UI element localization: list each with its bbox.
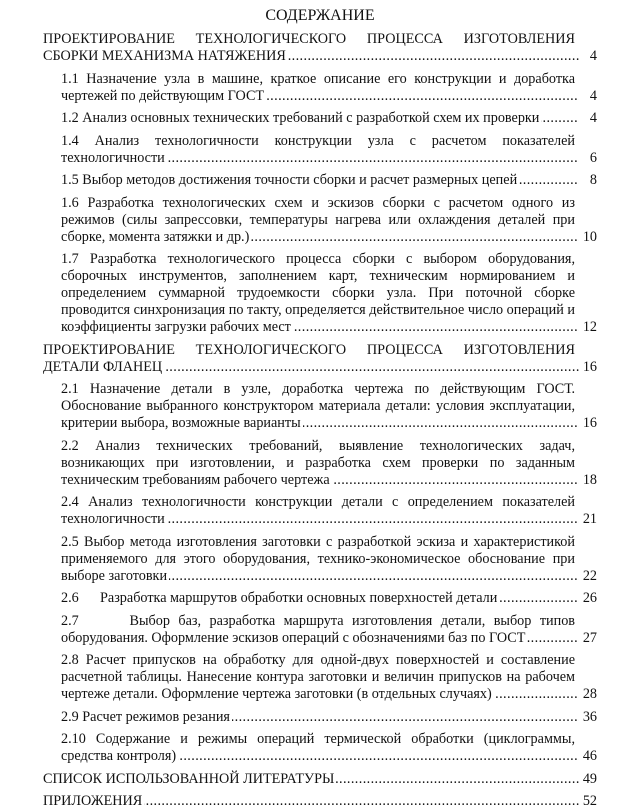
toc-page-number: 6 <box>589 149 597 166</box>
toc-entry-text: 2.2 Анализ технических требований, выявление технологических задач, возникающих при изготовлении, и разработка схем проверки по заданным техническим требованиям рабочего чертежа <box>61 437 575 488</box>
table-of-contents <box>43 31 597 810</box>
toc-section-entry[interactable] <box>43 342 597 376</box>
toc-subsection-entry[interactable] <box>61 590 597 607</box>
toc-subsection-entry[interactable] <box>61 133 597 167</box>
toc-subsection-entry[interactable] <box>61 438 597 489</box>
toc-section-entry[interactable] <box>43 793 597 810</box>
toc-subsection-entry[interactable] <box>61 381 597 432</box>
toc-entry-text: ПРОЕКТИРОВАНИЕ ТЕХНОЛОГИЧЕСКОГО ПРОЦЕССА ИЗГОТОВЛЕНИЯ СБОРКИ МЕХАНИЗМА НАТЯЖЕНИЯ <box>43 31 575 64</box>
toc-entry-text: 2.10 Содержание и режимы операций термической обработки (циклограммы, средства контроля) <box>61 731 575 764</box>
toc-entry-text: 1.6 Разработка технологических схем и эскизов сборки с расчетом одного из режимов (силы запрессовки, температуры нагрева или охлаждения деталей при сборке, момента затяжки и др.) <box>61 194 575 245</box>
toc-subsection-entry[interactable] <box>61 71 597 105</box>
toc-subsection-entry[interactable] <box>61 110 597 127</box>
toc-page-number: 10 <box>582 228 597 245</box>
toc-page-number: 16 <box>582 358 597 375</box>
toc-page-number: 16 <box>582 415 597 431</box>
toc-entry-text: 2.6 Разработка маршрутов обработки основных поверхностей детали <box>61 590 498 606</box>
toc-entry-text: 2.8 Расчет припусков на обработку для одной-двух поверхностей и составление расчетной таблицы. Нанесение контура заготовки и величин припусков на рабочем чертеже детали. Оформление чертежа заготовки (в отдельных случаях) <box>61 652 575 702</box>
toc-subsection-entry[interactable] <box>61 494 597 528</box>
toc-entry-text: 2.4 Анализ технологичности конструкции детали с определением показателей технологичности <box>61 494 575 527</box>
toc-title: СОДЕРЖАНИЕ <box>265 7 375 24</box>
toc-page-number: 46 <box>582 748 597 764</box>
toc-page-number: 8 <box>589 172 597 188</box>
toc-page-number: 22 <box>582 567 597 584</box>
toc-entry-text: 1.2 Анализ основных технических требований с разработкой схем их проверки <box>61 110 540 126</box>
toc-page-number: 4 <box>589 110 597 126</box>
toc-subsection-entry[interactable] <box>61 251 597 336</box>
toc-page-number: 12 <box>582 319 597 335</box>
toc-entry-text: 2.9 Расчет режимов резания <box>61 708 230 725</box>
toc-subsection-entry[interactable] <box>61 534 597 585</box>
toc-subsection-entry[interactable] <box>61 195 597 246</box>
toc-entry-text: 2.5 Выбор метода изготовления заготовки с разработкой эскиза и характеристикой применяемого для этого оборудования, технико-экономическое обоснование при выборе заготовки <box>61 533 575 584</box>
toc-subsection-entry[interactable] <box>61 613 597 647</box>
toc-entry-text: СПИСОК ИСПОЛЬЗОВАННОЙ ЛИТЕРАТУРЫ <box>43 770 335 787</box>
toc-section-entry[interactable] <box>43 31 597 65</box>
toc-page-number: 27 <box>582 629 597 646</box>
toc-page-number: 28 <box>582 686 597 702</box>
toc-entry-text: 1.1 Назначение узла в машине, краткое описание его конструкции и доработка чертежей по действующим ГОСТ <box>61 70 575 104</box>
toc-page-number: 4 <box>589 48 597 64</box>
toc-subsection-entry[interactable] <box>61 731 597 765</box>
toc-page-number: 18 <box>582 471 597 488</box>
toc-entry-text: ПРИЛОЖЕНИЯ <box>43 793 143 809</box>
toc-page-number: 49 <box>582 770 597 787</box>
toc-page-number: 26 <box>582 590 597 606</box>
toc-subsection-entry[interactable] <box>61 709 597 726</box>
toc-subsection-entry[interactable] <box>61 172 597 189</box>
toc-page-number: 36 <box>582 708 597 725</box>
toc-entry-text: 1.4 Анализ технологичности конструкции узла с расчетом показателей технологичности <box>61 132 575 166</box>
toc-subsection-entry[interactable] <box>61 652 597 703</box>
toc-section-entry[interactable] <box>43 771 597 788</box>
toc-entry-text: 2.1 Назначение детали в узле, доработка чертежа по действующим ГОСТ. Обоснование выбранного конструктором материала детали: условия эксплуатации, критерии выбора, возможные варианты <box>61 381 575 431</box>
toc-entry-text: 1.5 Выбор методов достижения точности сборки и расчет размерных цепей <box>61 172 518 188</box>
toc-entry-text: ПРОЕКТИРОВАНИЕ ТЕХНОЛОГИЧЕСКОГО ПРОЦЕССА ИЗГОТОВЛЕНИЯ ДЕТАЛИ ФЛАНЕЦ <box>43 341 575 375</box>
toc-entry-text: 1.7 Разработка технологического процесса сборки с выбором оборудования, сборочных инструментов, заполнением карт, техническим нормированием и определением суммарной трудоемкости сборки узла. При поточной сборке проводится синхронизация по такту, определяется действительное число операций и коэффициенты загрузки рабочих мест <box>61 251 575 335</box>
toc-page-number: 4 <box>589 87 597 104</box>
toc-entry-text: 2.7 Выбор баз, разработка маршрута изготовления детали, выбор типов оборудования. Оформление эскизов операций с обозначениями баз по ГОСТ <box>61 612 575 646</box>
toc-page-number: 52 <box>582 793 597 809</box>
toc-page-number: 21 <box>582 511 597 527</box>
